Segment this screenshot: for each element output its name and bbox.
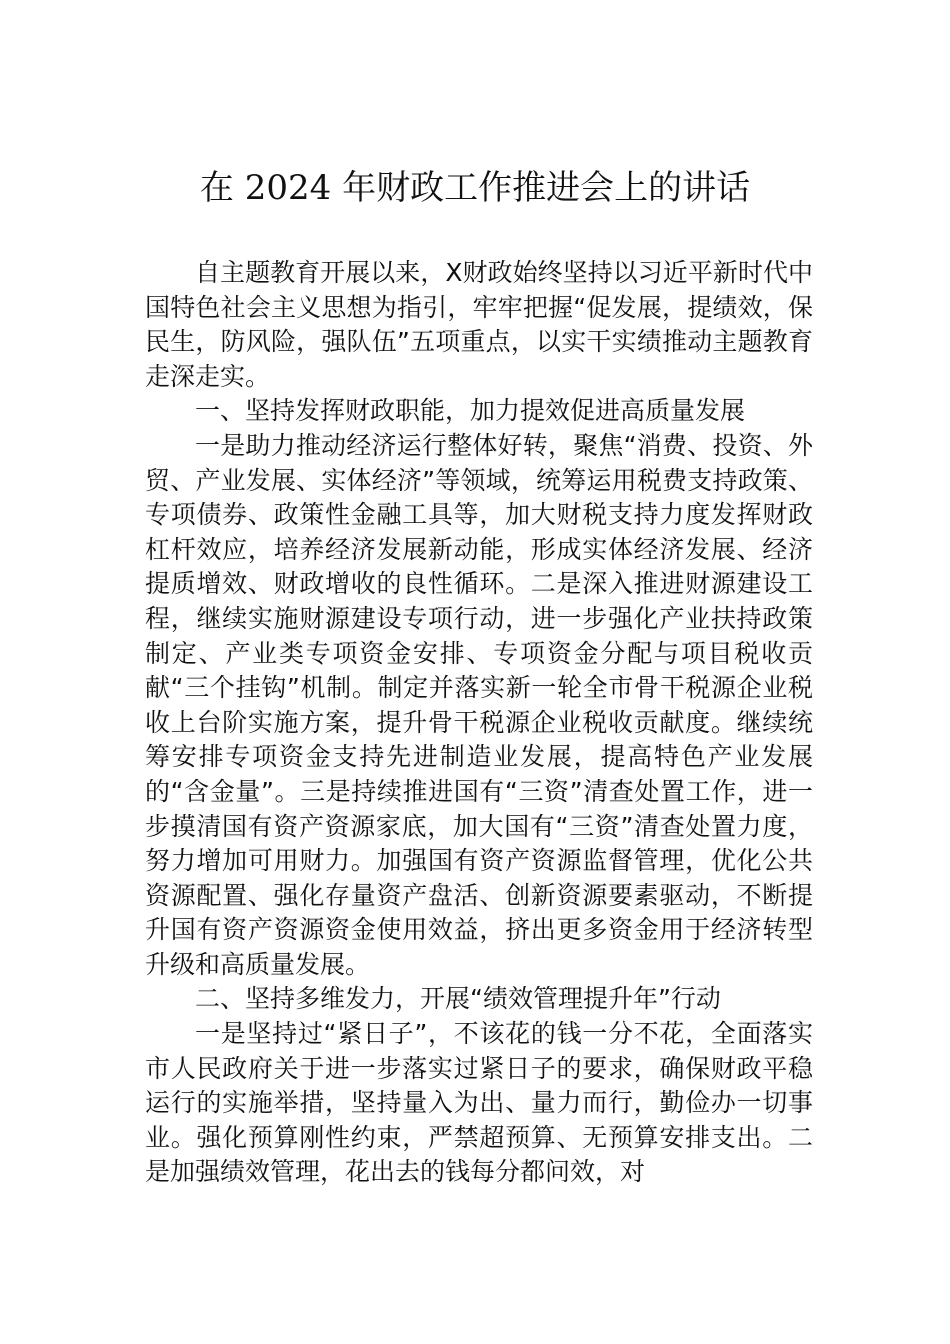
section-heading-1: 一、坚持发挥财政职能，加力提效促进高质量发展 — [195, 396, 746, 426]
section-2-paragraph: 一是坚持过“紧日子”，不该花的钱一分不花，全面落实市人民政府关于进一步落实过紧日子的要求，确保财政平稳运行的实施举措，坚持量入为出、量力而行，勤俭办一切事业。强化预算刚性约束，严禁超预算、无预算安排支出。二是加强绩效管理，花出去的钱每分都问效，对 — [145, 1019, 813, 1187]
section-1-paragraph: 一是助力推动经济运行整体好转，聚焦“消费、投资、外贸、产业发展、实体经济”等领域，统筹运用税费支持政策、专项债券、政策性金融工具等，加大财税支持力度发挥财政杠杆效应，培养经济发展新动能，形成实体经济发展、经济提质增效、财政增收的良性循环。二是深入推进财源建设工程，继续实施财源建设专项行动，进一步强化产业扶持政策制定、产业类专项资金安排、专项资金分配与项目税收贡献“三个挂钩”机制。制定并落实新一轮全市骨干税源企业税收上台阶实施方案，提升骨干税源企业税收贡献度。继续统筹安排专项资金支持先进制造业发展，提高特色产业发展的“含金量”。三是持续推进国有“三资”清查处置工作，进一步摸清国有资产资源家底，加大国有“三资”清查处置力度，努力增加可用财力。加强国有资产资源监督管理，优化公共资源配置、强化存量资产盘活、创新资源要素驱动，不断提升国有资产资源资金使用效益，挤出更多资金用于经济转型升级和高质量发展。 — [145, 430, 813, 979]
intro-paragraph: 自主题教育开展以来，X财政始终坚持以习近平新时代中国特色社会主义思想为指引，牢牢把握“促发展，提绩效，保民生，防风险，强队伍”五项重点，以实干实绩推动主题教育走深走实。 — [145, 258, 813, 391]
section-heading-2: 二、坚持多维发力，开展“绩效管理提升年”行动 — [195, 984, 721, 1014]
document-title: 在 2024 年财政工作推进会上的讲话 — [199, 168, 751, 208]
document-body — [145, 256, 813, 1190]
